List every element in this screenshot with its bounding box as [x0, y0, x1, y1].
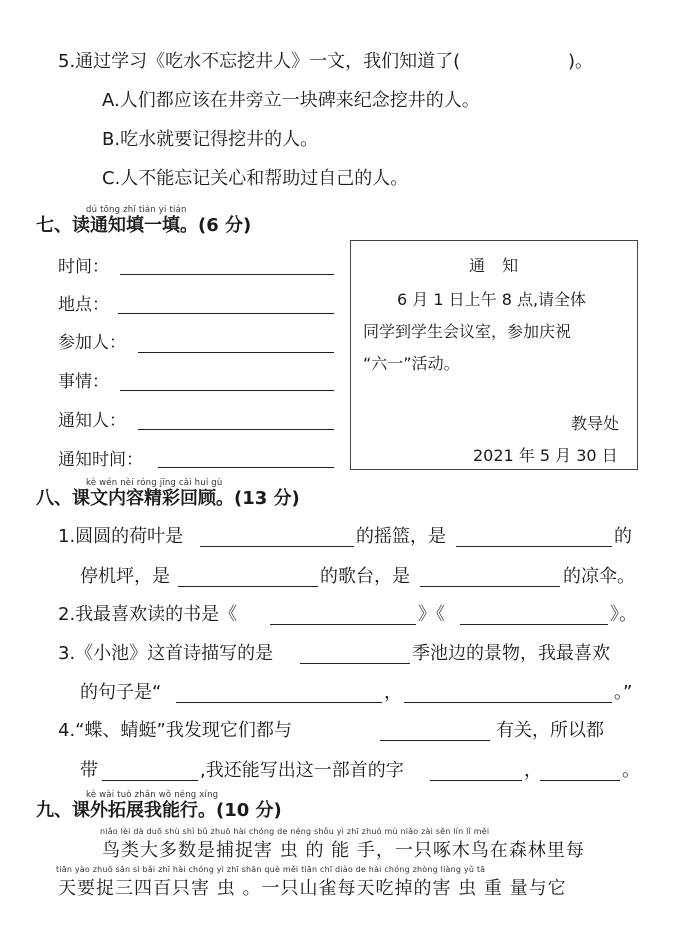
q8-3-text-a: 3.《小池》这首诗描写的是 [58, 643, 274, 664]
field-blank-time[interactable] [120, 274, 334, 275]
q8-4-blank-3[interactable] [430, 780, 522, 781]
section8-pinyin: kè wén nèi róng jīng cǎi huí gù [86, 478, 223, 488]
field-blank-notice-time[interactable] [158, 467, 334, 468]
q8-2-text-b: 》《 [418, 604, 445, 625]
section8-title: 八、课文内容精彩回顾。(13 分) [36, 488, 300, 509]
q8-3-text-b: 季池边的景物，我最喜欢 [412, 643, 610, 664]
q8-1-blank-3[interactable] [178, 586, 318, 587]
field-label-notifier: 通知人： [58, 411, 126, 431]
section7-title: 七、读通知填一填。(6 分) [36, 215, 252, 236]
q8-3-blank-3[interactable] [404, 702, 612, 703]
q5-option-b: B.吃水就要记得挖井的人。 [102, 129, 319, 150]
q5-paren-close: )。 [568, 51, 594, 72]
q8-4-text-c: 带 [80, 760, 98, 781]
q8-3-text-e: 。” [614, 682, 633, 703]
passage-pinyin-line-2: tiān yào zhuō sān sì bǎi zhī hài chóng yì zhī shān què měi tiān chī diào de hài chóng zhòng liàng yǔ tā [56, 865, 486, 874]
q8-1-text-e: 的歌台，是 [320, 566, 410, 587]
passage-line-1: 鸟类大多数是捕捉害 虫 的 能 手，一只啄木鸟在森林里每 [102, 840, 585, 861]
q8-3-text-c: 的句子是“ [80, 682, 162, 703]
q8-1-text-a: 1.圆圆的荷叶是 [58, 526, 184, 547]
notice-line-2: 同学到学生会议室，参加庆祝 [363, 322, 572, 341]
q8-4-text-e: ， [524, 760, 542, 781]
q5-question: 5.通过学习《吃水不忘挖井人》一文，我们知道了( [58, 51, 461, 72]
field-label-place: 地点： [58, 295, 109, 315]
q8-2-text-a: 2.我最喜欢读的书是《 [58, 604, 238, 625]
notice-line-3: “六一”活动。 [363, 354, 460, 373]
passage-pinyin-line-1: niǎo lèi dà duō shù shì bǔ zhuō hài chóng de néng shǒu yì zhī zhuó mù niǎo zài sēn lín lǐ měi [100, 827, 490, 836]
q8-4-text-a: 4.“蝶、蜻蜓”我发现它们都与 [58, 720, 292, 741]
q8-2-blank-2[interactable] [460, 624, 608, 625]
section9-pinyin: kè wài tuò zhǎn wǒ néng xíng [86, 790, 219, 800]
q8-3-text-d: ， [384, 682, 402, 703]
q8-1-text-c: 的 [614, 526, 632, 547]
q8-2-blank-1[interactable] [270, 624, 416, 625]
q8-1-text-d: 停机坪，是 [80, 566, 170, 587]
field-label-time: 时间： [58, 257, 109, 277]
q8-4-text-d: ,我还能写出这一部首的字 [200, 760, 404, 781]
q8-3-blank-2[interactable] [176, 702, 382, 703]
q8-4-blank-2[interactable] [102, 780, 198, 781]
q8-1-blank-2[interactable] [456, 546, 612, 547]
passage-line-2: 天要捉三四百只害 虫 。一只山雀每天吃掉的害 虫 重 量与它 [58, 878, 567, 899]
field-label-notice-time: 通知时间： [58, 450, 143, 470]
field-blank-participants[interactable] [138, 352, 334, 353]
field-label-participants: 参加人： [58, 333, 126, 353]
q8-1-text-b: 的摇篮，是 [356, 526, 446, 547]
section9-title: 九、课外拓展我能行。(10 分) [36, 800, 282, 821]
q8-1-blank-1[interactable] [200, 546, 354, 547]
q5-option-c: C.人不能忘记关心和帮助过自己的人。 [102, 168, 409, 189]
field-blank-place[interactable] [118, 313, 334, 314]
field-label-matter: 事情： [58, 372, 109, 392]
q8-4-text-b: 有关，所以都 [496, 720, 604, 741]
q8-4-blank-4[interactable] [540, 780, 620, 781]
section7-pinyin: dú tōng zhī tián yi tián [86, 205, 187, 215]
field-blank-matter[interactable] [120, 390, 334, 391]
field-blank-notifier[interactable] [138, 429, 334, 430]
q8-2-text-c: 》。 [610, 604, 637, 625]
q8-1-blank-4[interactable] [420, 586, 560, 587]
q5-option-a: A.人们都应该在井旁立一块碑来纪念挖井的人。 [102, 90, 480, 111]
q8-4-blank-1[interactable] [380, 740, 490, 741]
q8-3-blank-1[interactable] [300, 663, 410, 664]
notice-title: 通 知 [469, 256, 525, 275]
q8-4-text-f: 。 [622, 760, 640, 781]
q8-1-text-f: 的凉伞。 [563, 566, 635, 587]
notice-line-1: 6 月 1 日上午 8 点,请全体 [397, 290, 587, 309]
notice-signer: 教导处 [571, 414, 620, 433]
notice-date: 2021 年 5 月 30 日 [473, 446, 618, 465]
notice-box [350, 240, 638, 470]
